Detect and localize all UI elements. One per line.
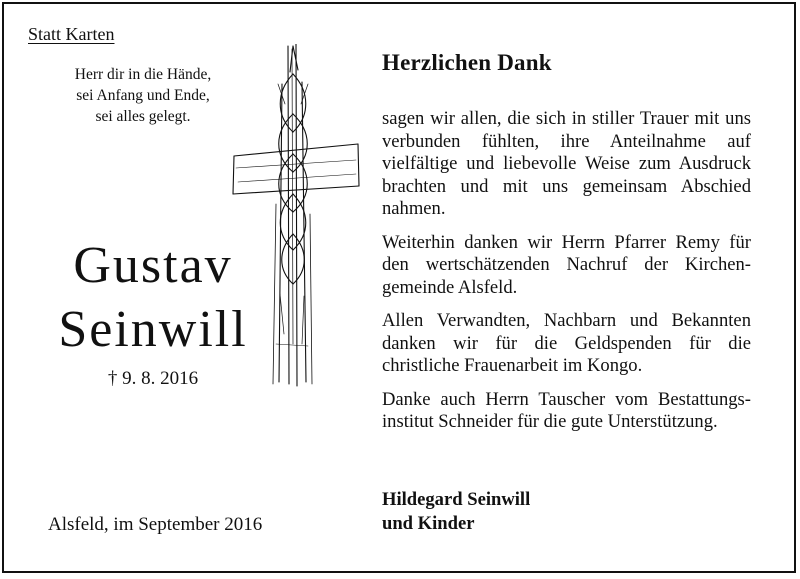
death-date: † 9. 8. 2016 (107, 368, 199, 389)
thanks-heading: Herzlichen Dank (382, 50, 552, 75)
thanks-paragraph: Weiterhin danken wir Herrn Pfarrer Remy für den wertschätzenden Nachruf der Kirchengemeinde Alsfeld. (382, 231, 751, 298)
thanks-paragraph: Allen Verwandten, Nachbarn und Bekannten danken wir für die Geldspenden für die christliche Frauenarbeit im Kongo. (382, 310, 751, 376)
deceased-first-name: Gustav (73, 237, 233, 294)
bible-verse (48, 64, 238, 127)
place-and-date: Alsfeld, im September 2016 (48, 514, 263, 535)
signature-line-2: und Kinder (382, 513, 475, 534)
obituary-thanks-notice (2, 2, 796, 573)
thanks-body (382, 108, 751, 445)
verse-line-2: sei Anfang und Ende, (76, 87, 210, 104)
signature (382, 488, 530, 536)
verse-line-1: Herr dir in die Hände, (74, 66, 212, 83)
verse-line-3: sei alles gelegt. (95, 108, 191, 125)
deceased-last-name: Seinwill (58, 301, 248, 358)
statt-karten-label: Statt Karten (28, 24, 115, 44)
thanks-paragraph: sagen wir allen, die sich in stiller Trauer mit uns verbunden fühlten, ihre Anteilnahme auf vielfältige und liebevolle Weise zum Ausdruck brachten und mit uns gemeinsam Abschied nahmen. (382, 108, 751, 219)
signature-line-1: Hildegard Seinwill (382, 489, 531, 510)
thanks-paragraph: Danke auch Herrn Tauscher vom Bestattungsinstitut Schneider für die gute Unterstützung. (382, 388, 751, 432)
